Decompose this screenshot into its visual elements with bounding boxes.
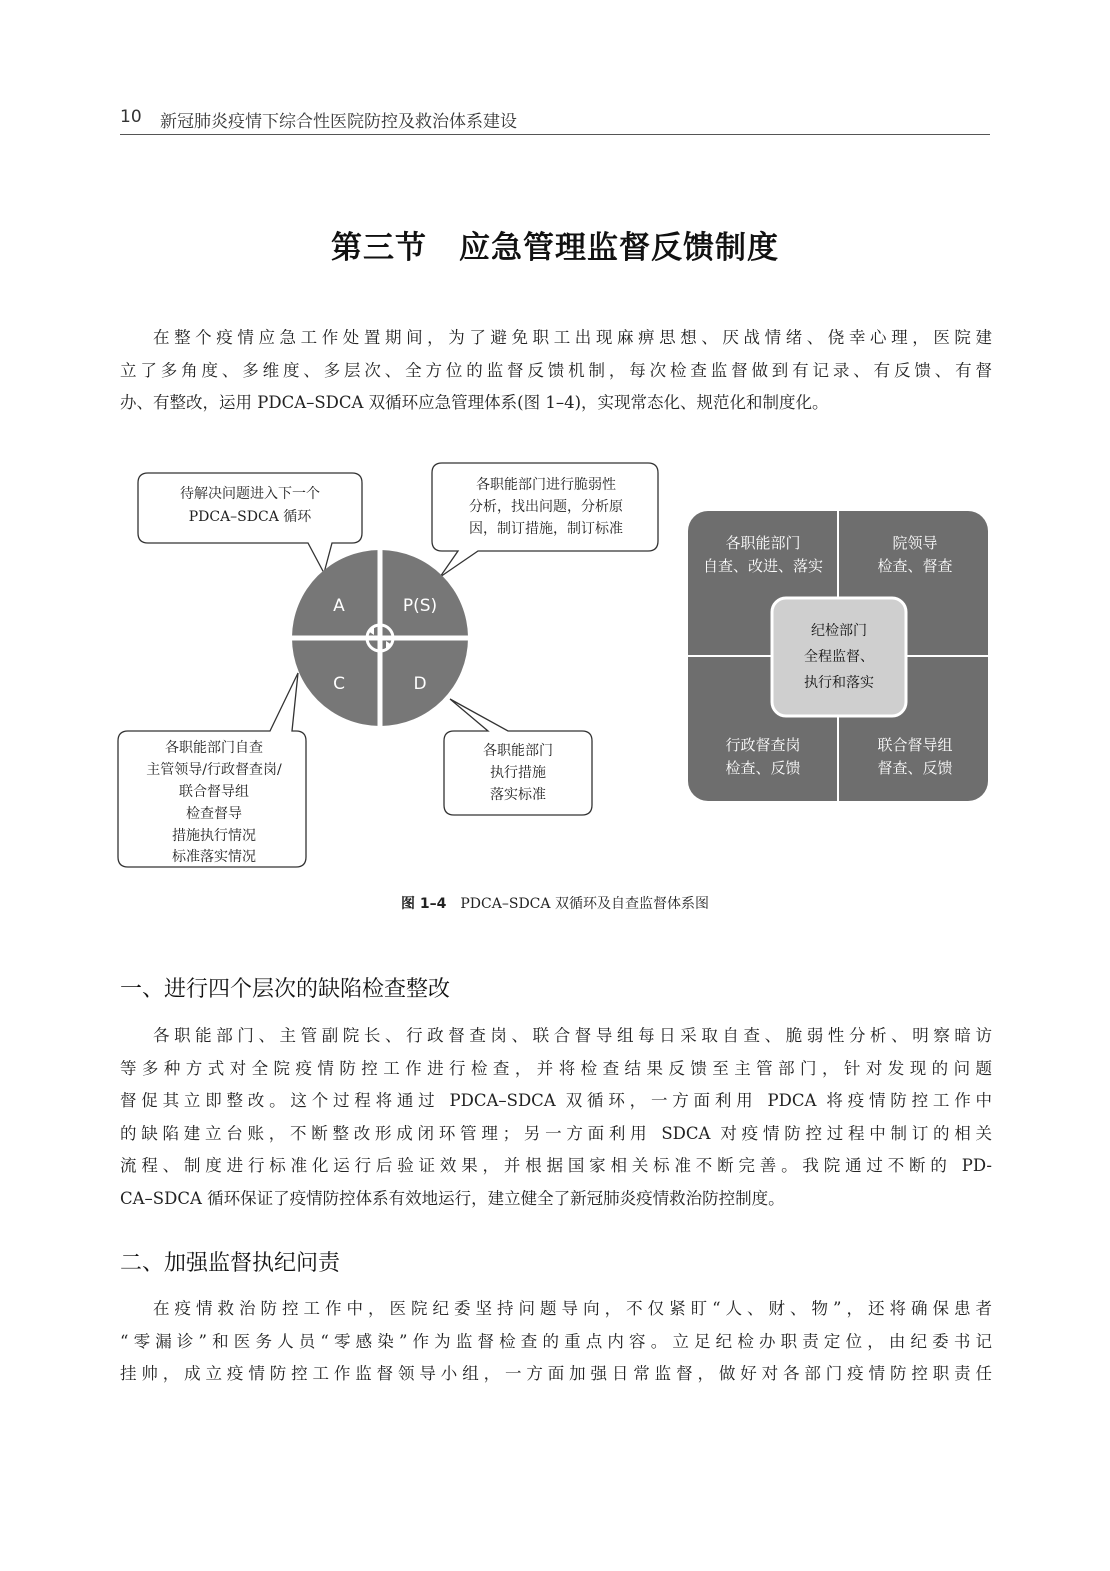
grid-top-right-desc: 检查、督查: [877, 557, 953, 575]
section2-paragraph: [120, 1293, 992, 1391]
callout-bottom-left-line: 主管领导/行政督查岗/: [146, 762, 282, 778]
figure-pdca-sdca: [110, 455, 1000, 875]
grid-top-left-desc: 自查、改进、落实: [702, 557, 824, 575]
grid-top-left-title: 各职能部门: [725, 534, 801, 552]
callout-bottom-right-line: 执行措施: [490, 765, 546, 781]
section1-line: CA–SDCA 循环保证了疫情防控体系有效地运行，建立健全了新冠肺炎疫情救治防控制度。: [120, 1188, 785, 1208]
callout-top-left-line: PDCA–SDCA 循环: [188, 509, 312, 525]
grid-bottom-left-desc: 检查、反馈: [725, 759, 801, 777]
quadrant-c-label: C: [333, 674, 345, 694]
grid-center-line: 纪检部门: [811, 623, 867, 639]
section1-heading: 一、进行四个层次的缺陷检查整改: [120, 977, 451, 1002]
intro-paragraph: [120, 322, 992, 420]
intro-line: 立了多角度、多维度、多层次、全方位的监督反馈机制，每次检查监督做到有记录、有反馈、有督: [120, 360, 992, 380]
intro-line: 办、有整改，运用 PDCA–SDCA 双循环应急管理体系(图 1–4)，实现常态化、规范化和制度化。: [120, 393, 829, 412]
grid-bottom-right-title: 联合督导组: [877, 736, 953, 754]
grid-bottom-right-desc: 督查、反馈: [877, 759, 953, 777]
supervision-grid: [688, 511, 988, 801]
intro-line: 在整个疫情应急工作处置期间，为了避免职工出现麻痹思想、厌战情绪、侥幸心理，医院建: [153, 328, 992, 347]
callout-top-right-line: 因，制订措施，制订标准: [469, 521, 623, 537]
section1-line: 的缺陷建立台账，不断整改形成闭环管理；另一方面利用 SDCA 对疫情防控过程中制订的相关: [120, 1123, 992, 1143]
callout-bottom-left-line: 联合督导组: [179, 784, 249, 800]
callout-top-right-line: 分析，找出问题，分析原: [469, 499, 623, 515]
section1-line: 督促其立即整改。这个过程将通过 PDCA–SDCA 双循环，一方面利用 PDCA 将疫情防控工作中: [120, 1091, 992, 1110]
section2-line: “零漏诊”和医务人员“零感染”作为监督检查的重点内容。立足纪检办职责定位，由纪委书记: [120, 1331, 992, 1351]
grid-center-line: 执行和落实: [804, 675, 874, 691]
grid-top-right-title: 院领导: [892, 534, 938, 552]
section2-heading: 二、加强监督执纪问责: [120, 1251, 341, 1276]
callout-bottom-left-line: 各职能部门自查: [165, 740, 263, 756]
figure-caption-text: PDCA–SDCA 双循环及自查监督体系图: [460, 896, 709, 912]
running-title: 新冠肺炎疫情下综合性医院防控及救治体系建设: [160, 112, 517, 132]
section1-line: 等多种方式对全院疫情防控工作进行检查，并将检查结果反馈至主管部门，针对发现的问题: [120, 1058, 992, 1078]
grid-bottom-left-title: 行政督查岗: [725, 736, 801, 754]
section2-line: 在疫情救治防控工作中，医院纪委坚持问题导向，不仅紧盯“人、财、物”，还将确保患者: [153, 1299, 992, 1318]
callout-bottom-left-line: 标准落实情况: [172, 849, 256, 865]
running-header: [120, 103, 990, 133]
page-number: 10: [120, 107, 142, 127]
callout-top-right-line: 各职能部门进行脆弱性: [476, 477, 616, 493]
quadrant-d-label: D: [413, 674, 427, 694]
callout-bottom-right-line: 落实标准: [490, 787, 546, 803]
quadrant-a-label: A: [333, 596, 345, 616]
section1-line: 流程、制度进行标准化运行后验证效果，并根据国家相关标准不断完善。我院通过不断的 PD-: [120, 1156, 992, 1175]
callout-bottom-left-line: 检查督导: [186, 806, 242, 822]
callout-top-left-line: 待解决问题进入下一个: [180, 486, 320, 502]
section1-paragraph: [120, 1020, 992, 1215]
callout-bottom-left-line: 措施执行情况: [172, 828, 256, 844]
section1-line: 各职能部门、主管副院长、行政督查岗、联合督导组每日采取自查、脆弱性分析、明察暗访: [153, 1026, 992, 1045]
quadrant-p-label: P(S): [402, 596, 438, 616]
figure-caption: [0, 893, 1110, 913]
figure-number: 图 1–4: [401, 896, 447, 912]
section2-line: 挂帅，成立疫情防控工作监督领导小组，一方面加强日常监督，做好对各部门疫情防控职责任: [120, 1364, 992, 1383]
header-rule: [120, 134, 990, 135]
figure-svg: [110, 455, 1000, 875]
callout-bottom-right-line: 各职能部门: [483, 743, 553, 759]
section-title: 第三节 应急管理监督反馈制度: [331, 230, 779, 266]
grid-center-line: 全程监督、: [804, 649, 874, 665]
pdca-cycle: [118, 463, 658, 867]
